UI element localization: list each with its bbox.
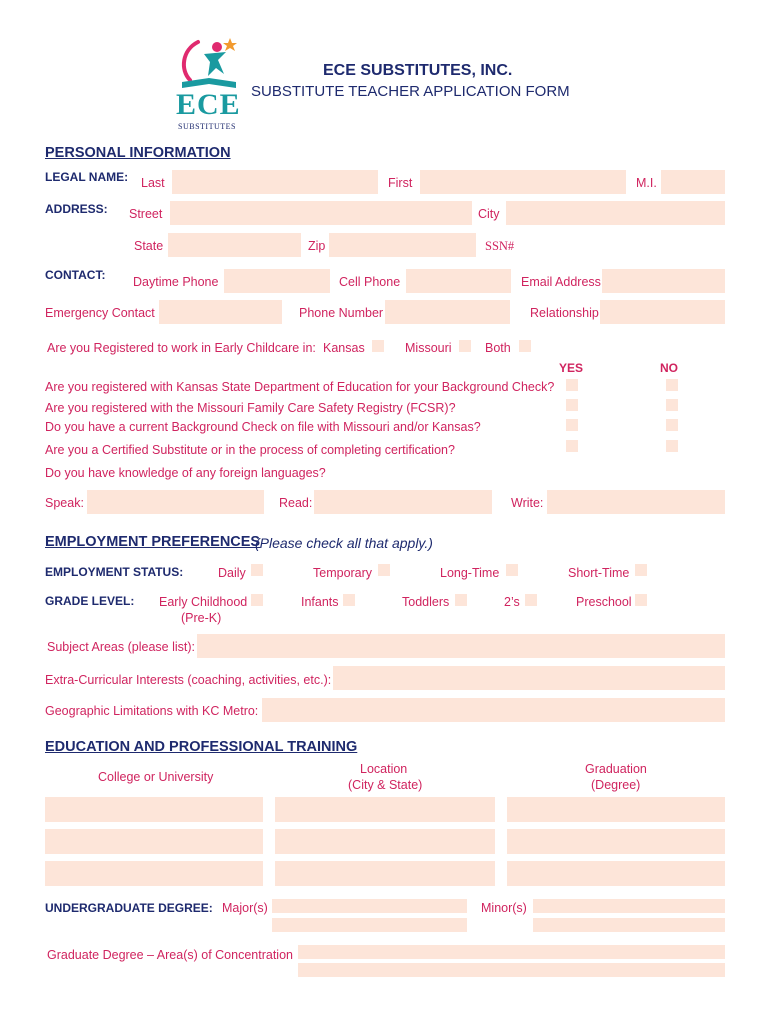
status-daily-label: Daily	[218, 566, 246, 580]
location-input-1[interactable]	[275, 797, 495, 822]
minors-label: Minor(s)	[481, 901, 527, 915]
relationship-input[interactable]	[600, 300, 725, 324]
phone-number-label: Phone Number	[299, 306, 384, 320]
college-input-2[interactable]	[45, 829, 263, 854]
grade-infants-label: Infants	[301, 595, 339, 609]
daytime-phone-input[interactable]	[224, 269, 330, 293]
kansas-label: Kansas	[323, 341, 365, 355]
question-1-yes-checkbox[interactable]	[566, 379, 578, 391]
employment-heading-note: (Please check all that apply.)	[255, 535, 433, 551]
kansas-checkbox[interactable]	[372, 340, 384, 352]
ece-logo	[174, 34, 244, 132]
grade-infants-checkbox[interactable]	[343, 594, 355, 606]
location-column-note: (City & State)	[348, 778, 423, 792]
street-label: Street	[129, 207, 163, 221]
city-input[interactable]	[506, 201, 725, 225]
subject-areas-input[interactable]	[197, 634, 725, 658]
missouri-checkbox[interactable]	[459, 340, 471, 352]
write-label: Write:	[511, 496, 544, 510]
grade-toddlers-label: Toddlers	[402, 595, 450, 609]
speak-input[interactable]	[87, 490, 264, 514]
grade-preschool-checkbox[interactable]	[635, 594, 647, 606]
personal-information-heading: PERSONAL INFORMATION	[45, 145, 231, 161]
minors-input-1[interactable]	[533, 899, 725, 913]
email-input[interactable]	[602, 269, 725, 293]
graduation-input-3[interactable]	[507, 861, 725, 886]
graduation-column-note: (Degree)	[591, 778, 641, 792]
location-column-header: Location	[360, 762, 408, 776]
missouri-label: Missouri	[405, 341, 452, 355]
cell-phone-input[interactable]	[406, 269, 511, 293]
state-label: State	[134, 239, 164, 253]
graduate-degree-label: Graduate Degree – Area(s) of Concentration	[47, 948, 293, 962]
company-title: ECE SUBSTITUTES, INC.	[323, 62, 513, 79]
ece-logo-icon	[174, 34, 244, 94]
geographic-limitations-input[interactable]	[262, 698, 725, 722]
graduation-input-1[interactable]	[507, 797, 725, 822]
question-1: Are you registered with Kansas State Department of Education for your Background Check?	[45, 380, 555, 394]
graduation-column-header: Graduation	[585, 762, 647, 776]
email-label: Email Address	[521, 275, 601, 289]
question-1-no-checkbox[interactable]	[666, 379, 678, 391]
ssn-label: SSN#	[485, 239, 515, 253]
grade-toddlers-checkbox[interactable]	[455, 594, 467, 606]
zip-label: Zip	[308, 239, 326, 253]
contact-label: CONTACT:	[45, 268, 106, 282]
read-input[interactable]	[314, 490, 492, 514]
question-3-no-checkbox[interactable]	[666, 419, 678, 431]
logo-subtext: SUBSTITUTES	[178, 122, 236, 131]
college-column-header: College or University	[98, 770, 214, 784]
extra-curricular-input[interactable]	[333, 666, 725, 690]
first-name-input[interactable]	[420, 170, 626, 194]
college-input-3[interactable]	[45, 861, 263, 886]
question-4-yes-checkbox[interactable]	[566, 440, 578, 452]
college-input-1[interactable]	[45, 797, 263, 822]
cell-phone-label: Cell Phone	[339, 275, 401, 289]
city-label: City	[478, 207, 500, 221]
registered-question: Are you Registered to work in Early Childcare in:	[47, 341, 316, 355]
graduation-input-2[interactable]	[507, 829, 725, 854]
status-temporary-label: Temporary	[313, 566, 373, 580]
status-long-time-label: Long-Time	[440, 566, 500, 580]
status-long-time-checkbox[interactable]	[506, 564, 518, 576]
question-4: Are you a Certified Substitute or in the process of completing certification?	[45, 443, 455, 457]
languages-question: Do you have knowledge of any foreign languages?	[45, 466, 326, 480]
graduate-degree-input-1[interactable]	[298, 945, 725, 959]
last-name-input[interactable]	[172, 170, 378, 194]
status-short-time-checkbox[interactable]	[635, 564, 647, 576]
speak-label: Speak:	[45, 496, 84, 510]
majors-input-2[interactable]	[272, 918, 467, 932]
read-label: Read:	[279, 496, 313, 510]
emergency-contact-input[interactable]	[159, 300, 282, 324]
employment-preferences-heading: EMPLOYMENT PREFERENCES	[45, 534, 261, 550]
status-daily-checkbox[interactable]	[251, 564, 263, 576]
grade-early-childhood-label: Early Childhood	[159, 595, 248, 609]
daytime-phone-label: Daytime Phone	[133, 275, 219, 289]
emergency-contact-label: Emergency Contact	[45, 306, 155, 320]
write-input[interactable]	[547, 490, 725, 514]
question-3: Do you have a current Background Check on file with Missouri and/or Kansas?	[45, 420, 481, 434]
undergraduate-degree-label: UNDERGRADUATE DEGREE:	[45, 901, 213, 915]
form-title: SUBSTITUTE TEACHER APPLICATION FORM	[251, 83, 570, 100]
question-4-no-checkbox[interactable]	[666, 440, 678, 452]
status-temporary-checkbox[interactable]	[378, 564, 390, 576]
grade-early-childhood-checkbox[interactable]	[251, 594, 263, 606]
question-2: Are you registered with the Missouri Family Care Safety Registry (FCSR)?	[45, 401, 456, 415]
both-checkbox[interactable]	[519, 340, 531, 352]
emergency-phone-input[interactable]	[385, 300, 510, 324]
yes-header: YES	[559, 361, 584, 375]
extra-curricular-label: Extra-Curricular Interests (coaching, activities, etc.):	[45, 673, 332, 687]
mi-label: M.I.	[636, 176, 657, 190]
employment-status-label: EMPLOYMENT STATUS:	[45, 565, 184, 579]
street-input[interactable]	[170, 201, 472, 225]
state-input[interactable]	[168, 233, 301, 257]
no-header: NO	[660, 361, 678, 375]
question-2-no-checkbox[interactable]	[666, 399, 678, 411]
minors-input-2[interactable]	[533, 918, 725, 932]
geographic-limitations-label: Geographic Limitations with KC Metro:	[45, 704, 259, 718]
legal-name-label: LEGAL NAME:	[45, 170, 129, 184]
first-label: First	[388, 176, 413, 190]
both-label: Both	[485, 341, 511, 355]
grade-twos-checkbox[interactable]	[525, 594, 537, 606]
graduate-degree-input-2[interactable]	[298, 963, 725, 977]
last-label: Last	[141, 176, 165, 190]
grade-preschool-label: Preschool	[576, 595, 632, 609]
location-input-2[interactable]	[275, 829, 495, 854]
education-heading: EDUCATION AND PROFESSIONAL TRAINING	[45, 739, 358, 755]
address-label: ADDRESS:	[45, 202, 108, 216]
grade-twos-label: 2’s	[504, 595, 520, 609]
question-2-yes-checkbox[interactable]	[566, 399, 578, 411]
grade-early-childhood-note: (Pre-K)	[181, 611, 222, 625]
subject-areas-label: Subject Areas (please list):	[47, 640, 195, 654]
question-3-yes-checkbox[interactable]	[566, 419, 578, 431]
logo-text: ECE	[176, 88, 241, 121]
majors-input-1[interactable]	[272, 899, 467, 913]
status-short-time-label: Short-Time	[568, 566, 630, 580]
zip-input[interactable]	[329, 233, 476, 257]
middle-initial-input[interactable]	[661, 170, 725, 194]
majors-label: Major(s)	[222, 901, 268, 915]
location-input-3[interactable]	[275, 861, 495, 886]
relationship-label: Relationship	[530, 306, 599, 320]
grade-level-label: GRADE LEVEL:	[45, 594, 135, 608]
